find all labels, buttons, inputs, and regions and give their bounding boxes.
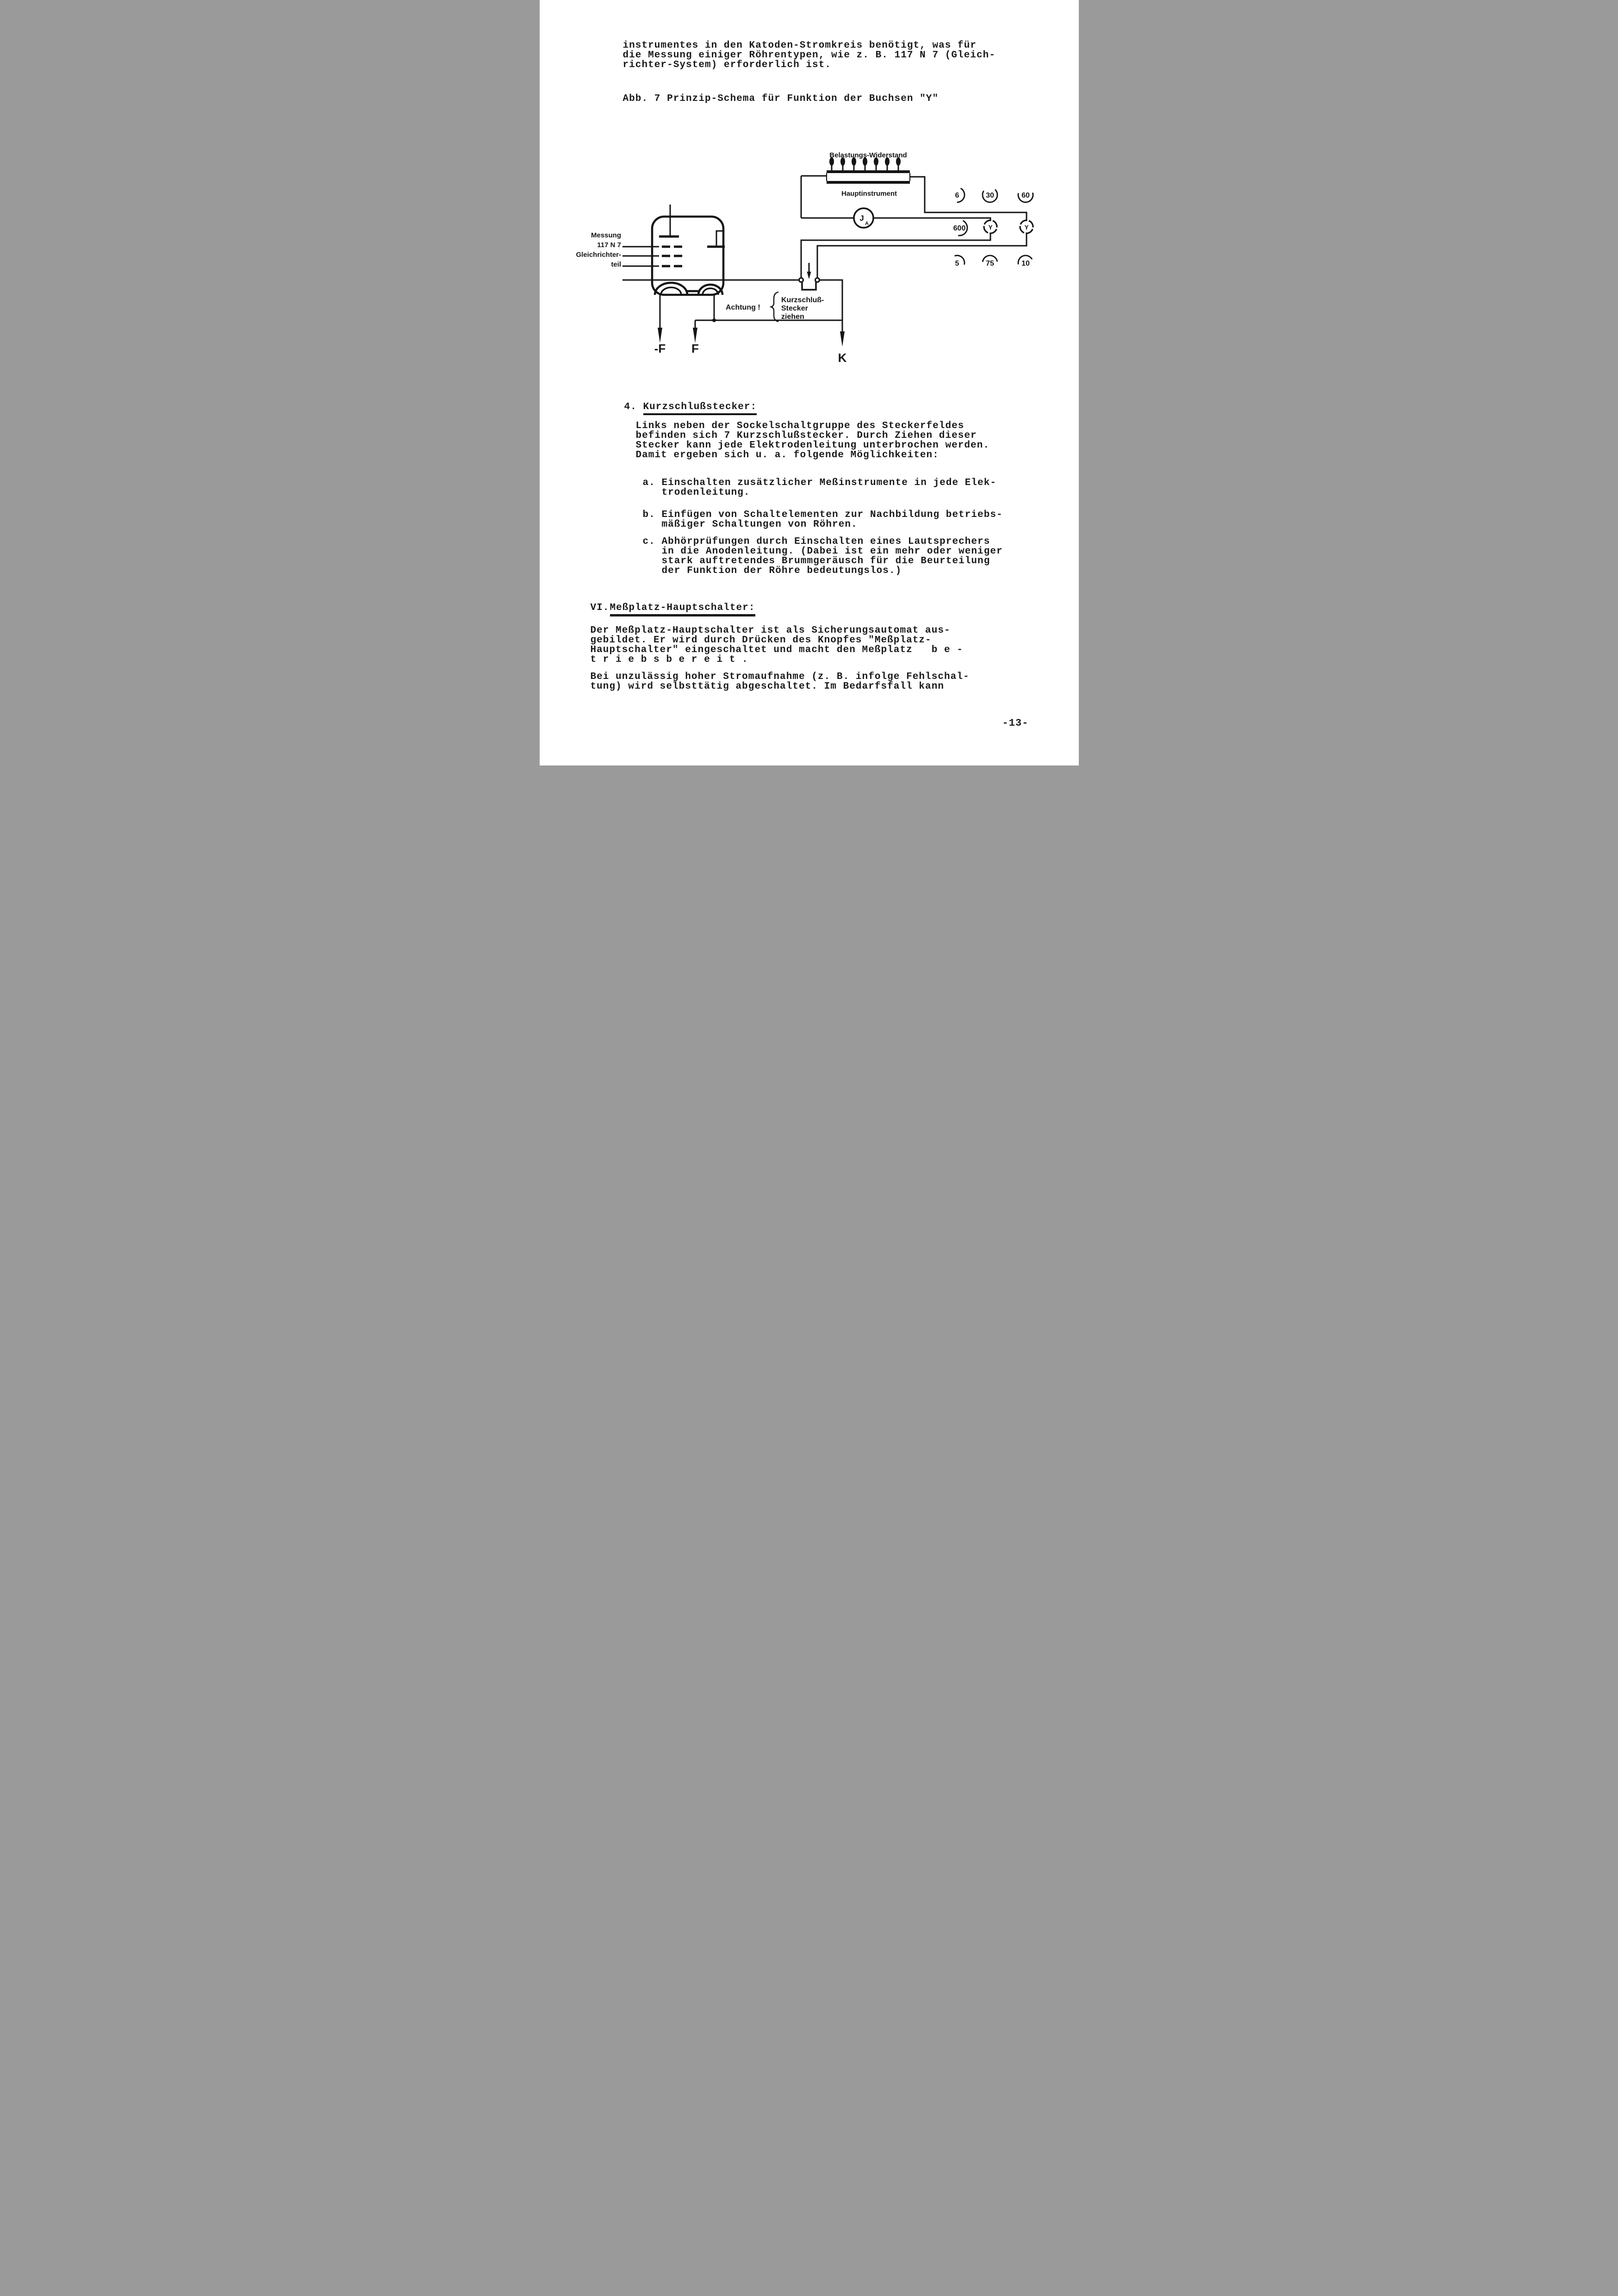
circuit-wires: [622, 176, 1027, 334]
tube-symbol: [622, 205, 725, 295]
list-item-c: c. Abhörprüfungen durch Einschalten eines Lautsprechers in die Anodenleitung. (Dabei ist ein mehr oder weniger stark auftretendes Brummgeräusch für die Beurteilung der Funktion der Röhre bedeutungslos.): [642, 536, 1003, 576]
tube-label-line: 117 N 7: [597, 241, 621, 249]
y-socket-meters: [982, 218, 1034, 235]
main-instrument-label: Hauptinstrument: [841, 190, 897, 198]
plug-u-symbol: [802, 282, 816, 290]
list-item-a: a. Einschalten zusätzlicher Meßinstrumente in jede Elek- trodenleitung.: [642, 478, 997, 498]
tube-label-line: Messung: [591, 231, 621, 239]
socket-5: 5: [955, 260, 959, 268]
warning-note: [726, 292, 824, 322]
tube-label-line: teil: [610, 261, 621, 268]
warning-line: Kurzschluß-: [781, 296, 824, 304]
section4-number: 4.: [624, 402, 637, 412]
warning-line: Stecker: [781, 305, 808, 312]
resistor-tap-pins: [829, 158, 900, 171]
scanned-manual-page: [540, 0, 1079, 765]
y-socket-label: Y: [988, 224, 993, 231]
section6-title: Meßplatz-Hauptschalter:: [610, 603, 755, 616]
socket-10: 10: [1021, 260, 1030, 268]
page-number: -13-: [1002, 717, 1029, 729]
socket-6: 6: [955, 192, 959, 199]
figure-caption: Abb. 7 Prinzip-Schema für Funktion der Buchsen "Y": [622, 93, 939, 104]
load-resistor: [827, 158, 910, 184]
section6-number: VI.: [590, 603, 610, 613]
terminal-k: K: [838, 351, 846, 365]
warning-title: Achtung !: [725, 304, 760, 311]
section6-paragraph-1: Der Meßplatz-Hauptschalter ist als Sicherungsautomat aus- gebildet. Er wird durch Drücken des Knopfes "Meßplatz- Hauptschalter" eingeschaltet und macht den Meßplatz b e - t r i e b s b e r e i t .: [590, 625, 963, 665]
resistor-label: Belastungs-Widerstand: [829, 151, 907, 159]
intro-paragraph: instrumentes in den Katoden-Stromkreis benötigt, was für die Messung einiger Röhrentypen, wie z. B. 117 N 7 (Gleich- richter-System) erforderlich ist.: [622, 40, 996, 70]
socket-30: 30: [985, 192, 994, 199]
meter-symbol: J: [859, 214, 864, 223]
terminal-minus-f: -F: [654, 342, 666, 355]
curly-brace: [771, 292, 778, 322]
main-instrument-meter: [854, 208, 873, 228]
plug-arrow-head: [807, 272, 811, 279]
socket-600: 600: [953, 224, 965, 232]
list-item-b: b. Einfügen von Schaltelementen zur Nachbildung betriebs- mäßiger Schaltungen von Röhren.: [642, 510, 1003, 530]
tube-label-block: [576, 231, 621, 268]
shorting-plug: [799, 263, 819, 290]
section6-paragraph-2: Bei unzulässig hoher Stromaufnahme (z. B. infolge Fehlschal- tung) wird selbsttätig abgeschaltet. Im Bedarfsfall kann: [590, 672, 970, 692]
section4-title: Kurzschlußstecker:: [643, 402, 757, 415]
warning-line: ziehen: [781, 313, 804, 321]
wire-junction-dot: [712, 318, 716, 322]
tube-label-line: Gleichrichter-: [575, 251, 621, 259]
section4-paragraph: Links neben der Sockelschaltgruppe des Steckerfeldes befinden sich 7 Kurzschlußstecker. Durch Ziehen dieser Stecker kann jede Elektrodenleitung unterbrochen werden. Damit ergeben sich u. a. folgende Möglichkeiten:: [635, 421, 990, 460]
socket-60: 60: [1021, 192, 1030, 199]
terminal-f: F: [691, 342, 699, 355]
y-socket-label: Y: [1024, 224, 1029, 231]
socket-75: 75: [985, 260, 994, 268]
meter-symbol-sub: A: [865, 221, 869, 226]
terminal-arrows: [658, 328, 845, 347]
